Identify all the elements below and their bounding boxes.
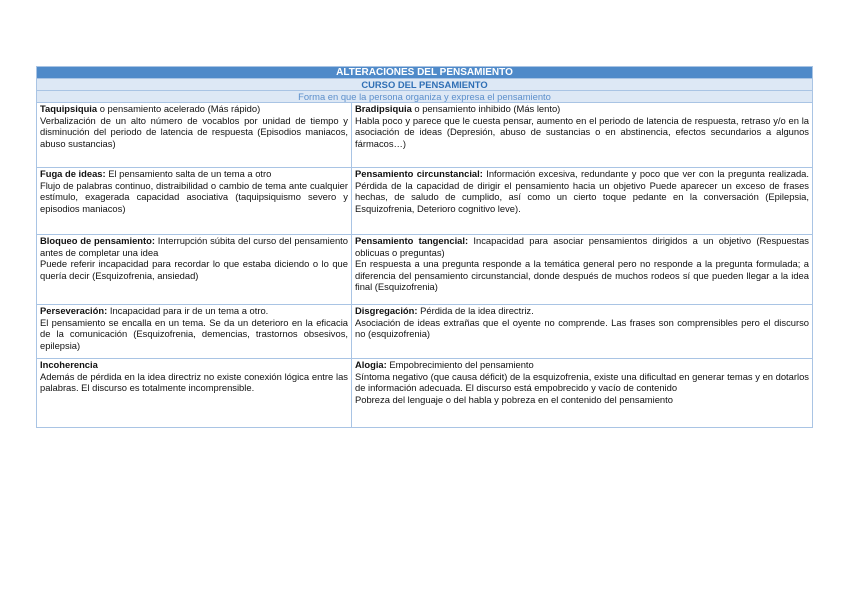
cell-pensamiento-circunstancial xyxy=(352,168,813,235)
cell-bloqueo-de-pensamiento xyxy=(37,235,352,305)
table-row xyxy=(37,305,813,359)
cell-disgregacion xyxy=(352,305,813,359)
term-definition: Pérdida de la idea directriz. xyxy=(417,305,534,316)
term: Pensamiento tangencial: xyxy=(355,235,469,246)
term-definition: Interrupción súbita del curso del pensamiento antes de completar una idea xyxy=(40,235,348,258)
term: Incoherencia xyxy=(40,359,98,370)
term: Taquipsiquia xyxy=(40,103,98,114)
description-text: Asociación de ideas extrañas que el oyente no comprende. Las frases son comprensibles pero el discurso no (esquizofrenia) xyxy=(355,316,809,340)
table-row xyxy=(37,359,813,428)
term-definition: o pensamiento acelerado (Más rápido) xyxy=(97,103,261,114)
description-text-extra: Pobreza del lenguaje o del habla y pobreza en el contenido del pensamiento xyxy=(355,393,673,405)
term: Perseveración: xyxy=(40,305,108,316)
term-definition: El pensamiento salta de un tema a otro xyxy=(105,168,272,179)
table-row xyxy=(37,235,813,305)
cell-alogia xyxy=(352,359,813,428)
table-row xyxy=(37,103,813,168)
cell-pensamiento-tangencial xyxy=(352,235,813,305)
table-description: Forma en que la persona organiza y expresa el pensamiento xyxy=(37,91,813,103)
term: Disgregación: xyxy=(355,305,418,316)
description-text: Verbalización de un alto número de vocablos por unidad de tiempo y disminución del periodo de latencia de respuesta (Episodios maniacos, abuso sustancias) xyxy=(40,114,348,149)
term: Alogia: xyxy=(355,359,387,370)
cell-taquipsiquia xyxy=(37,103,352,168)
term-definition: Empobrecimiento del pensamiento xyxy=(386,359,534,370)
table-subtitle: CURSO DEL PENSAMIENTO xyxy=(37,79,813,91)
cell-perseveracion xyxy=(37,305,352,359)
description-text: Síntoma negativo (que causa déficit) de la esquizofrenia, existe una dificultad en generar temas y en dotarlos de información adecuada. El discurso está empobrecido y vacío de contenido xyxy=(355,370,809,394)
term-definition: Información excesiva, redundante y poco que ver con la pregunta realizada. Pérdida de la capacidad de dirigir el pensamiento hacia un objetivo Puede aparecer un exceso de frases hechas, de saludo de cumplido, así como un cierto toque pedante en la conversación (Epilepsia, Esquizofrenia, Deterioro cognitivo leve). xyxy=(355,168,809,214)
term: Pensamiento circunstancial: xyxy=(355,168,483,179)
description-text: Habla poco y parece que le cuesta pensar, aumento en el periodo de latencia de respuesta, retraso y/o en la asociación de ideas (Depresión, abuso de sustancias o en abstinencia, efectos secundarios a algunos fármacos…) xyxy=(355,114,809,149)
description-text: En respuesta a una pregunta responde a la temática general pero no responde a la pregunta formulada; a diferencia del pensamiento circunstancial, donde después de muchos rodeos sí que pueden llegar a la idea final (Esquizofrenia) xyxy=(355,258,809,293)
cell-bradipsiquia xyxy=(352,103,813,168)
term-definition: Incapacidad para ir de un tema a otro. xyxy=(107,305,269,316)
description-text: Flujo de palabras continuo, distraibilidad o cambio de tema ante cualquier estímulo, exagerada capacidad asociativa (taquipsiquismo severo y episodios maniacos) xyxy=(40,179,348,214)
term: Fuga de ideas: xyxy=(40,168,106,179)
table-title: ALTERACIONES DEL PENSAMIENTO xyxy=(37,67,813,79)
description-text: El pensamiento se encalla en un tema. Se da un deterioro en la eficacia de la comunicación (Esquizofrenia, demencias, trastornos obsesivos, epilepsia) xyxy=(40,316,348,351)
cell-fuga-de-ideas xyxy=(37,168,352,235)
description-text: Además de pérdida en la idea directriz no existe conexión lógica entre las palabras. El discurso es totalmente incomprensible. xyxy=(40,370,348,394)
alteraciones-table xyxy=(36,66,813,428)
table-row xyxy=(37,168,813,235)
description-text: Puede referir incapacidad para recordar lo que estaba diciendo o lo que quería decir (Esquizofrenia, ansiedad) xyxy=(40,258,348,281)
cell-incoherencia xyxy=(37,359,352,428)
term-definition: Incapacidad para asociar pensamientos dirigidos a un objetivo (Respuestas oblicuas o preguntas) xyxy=(355,235,809,258)
term: Bradipsiquia xyxy=(355,103,412,114)
term: Bloqueo de pensamiento: xyxy=(40,235,155,246)
term-definition: o pensamiento inhibido (Más lento) xyxy=(411,103,561,114)
